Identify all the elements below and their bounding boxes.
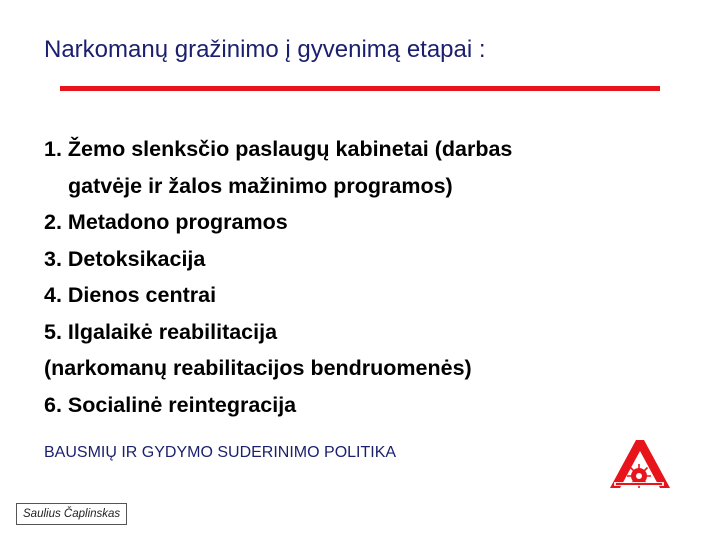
- list-item: 4. Dienos centrai: [44, 283, 217, 307]
- list-item: 2. Metadono programos: [44, 210, 288, 234]
- list-item: 5. Ilgalaikė reabilitacija: [44, 319, 278, 344]
- list-item-continuation: gatvėje ir žalos mažinimo programos): [68, 173, 453, 198]
- title-underline: [60, 86, 660, 91]
- author-box: Saulius Čaplinskas: [16, 503, 127, 525]
- list-item-continuation: (narkomanų reabilitacijos bendruomenės): [44, 356, 472, 380]
- list-item: 1. Žemo slenksčio paslaugų kabinetai (darbas: [44, 137, 513, 161]
- policy-heading: BAUSMIŲ IR GYDYMO SUDERINIMO POLITIKA: [44, 444, 397, 461]
- list-item: 6. Socialinė reintegracija: [44, 392, 297, 417]
- stages-list: [44, 131, 684, 423]
- slide-title: Narkomanų gražinimo į gyvenimą etapai :: [44, 36, 486, 63]
- aids-center-logo-icon: [608, 438, 670, 492]
- list-item: 3. Detoksikacija: [44, 246, 206, 271]
